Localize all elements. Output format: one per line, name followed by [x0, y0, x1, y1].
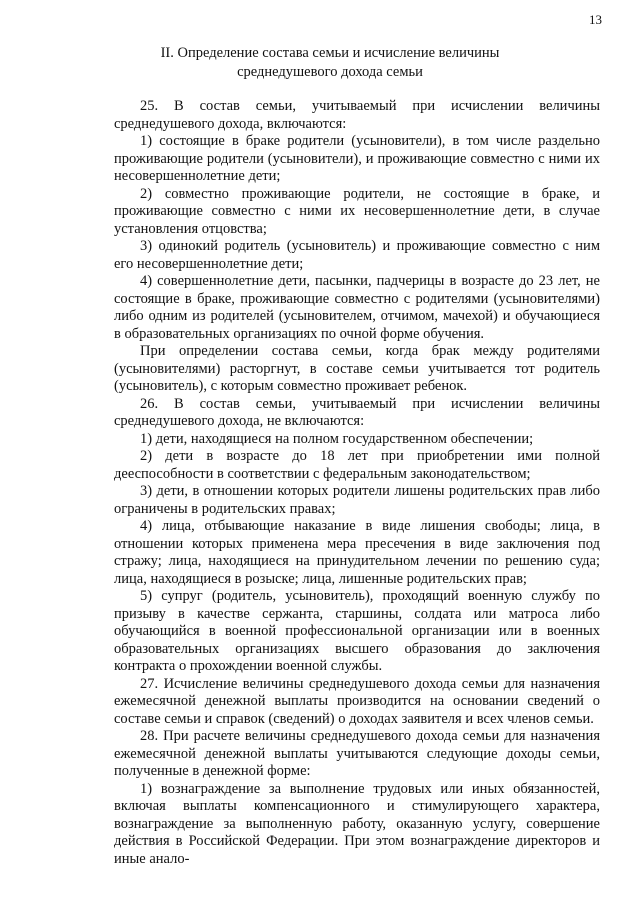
- section-title-line-2: среднедушевого дохода семьи: [237, 64, 423, 80]
- paragraph-divorce-note: При определении состава семьи, когда брак между родителями (усыновителями) расторгнут, в составе семьи учитывается тот родитель (усыновитель), с которым совместно проживает ребенок.: [114, 343, 600, 394]
- list-item: 2) совместно проживающие родители, не состоящие в браке, и проживающие совместно с ними их несовершеннолетние дети, в случае установления отцовства;: [114, 185, 600, 237]
- list-item: 3) дети, в отношении которых родители лишены родительских прав либо ограничены в родительских правах;: [114, 483, 600, 517]
- list-item: 1) состоящие в браке родители (усыновители), в том числе раздельно проживающие родители (усыновители), и проживающие совместно с ними их несовершеннолетние дети;: [114, 133, 600, 184]
- paragraph-27: 27. Исчисление величины среднедушевого дохода семьи для назначения ежемесячной денежной выплаты производится на основании сведений о составе семьи и справок (сведений) о доходах заявителя и всех членов семьи.: [114, 675, 600, 727]
- list-item: 3) одинокий родитель (усыновитель) и проживающие совместно с ним его несовершеннолетние дети;: [114, 238, 600, 272]
- list-item: 4) совершеннолетние дети, пасынки, падчерицы в возрасте до 23 лет, не состоящие в браке, проживающие совместно с родителями (усыновителями) либо одним из родителей (усыновителем, отчимом, мачехой) и обучающиеся в образовательных организациях по очной форме обучения.: [114, 273, 600, 342]
- list-item: 5) супруг (родитель, усыновитель), проходящий военную службу по призыву в качестве сержанта, старшины, солдата или матроса либо обучающийся в военной профессиональной организации или в военных образовательных организациях высшего образования до заключения контракта о прохождении военной службы.: [114, 588, 600, 674]
- list-item: 1) вознаграждение за выполнение трудовых или иных обязанностей, включая выплаты компенсационного и стимулирующего характера, вознаграждение за выполненную работу, оказанную услугу, совершение действия в Российской Федерации. При этом вознаграждение директоров и иные анало-: [114, 780, 600, 867]
- paragraph-28-intro: 28. При расчете величины среднедушевого дохода семьи для назначения ежемесячной денежной выплаты учитываются следующие доходы семьи, полученные в денежной форме:: [114, 728, 600, 779]
- list-item: 1) дети, находящиеся на полном государственном обеспечении;: [140, 430, 534, 447]
- section-title: [80, 44, 580, 82]
- section-title-line-1: II. Определение состава семьи и исчисление величины: [160, 45, 500, 61]
- paragraph-25-intro: 25. В состав семьи, учитываемый при исчислении величины среднедушевого дохода, включаются:: [114, 98, 600, 132]
- document-body: [114, 98, 600, 868]
- list-item: 4) лица, отбывающие наказание в виде лишения свободы; лица, в отношении которых применена мера пресечения в виде заключения под стражу; лица, находящиеся на принудительном лечении по решению суда; лица, находящиеся в розыске; лица, лишенные родительских прав;: [114, 518, 600, 587]
- list-item: 2) дети в возрасте до 18 лет при приобретении ими полной дееспособности в соответствии с федеральным законодательством;: [114, 448, 600, 482]
- page-number: 13: [589, 12, 602, 27]
- paragraph-26-intro: 26. В состав семьи, учитываемый при исчислении величины среднедушевого дохода, не включаются:: [114, 395, 600, 429]
